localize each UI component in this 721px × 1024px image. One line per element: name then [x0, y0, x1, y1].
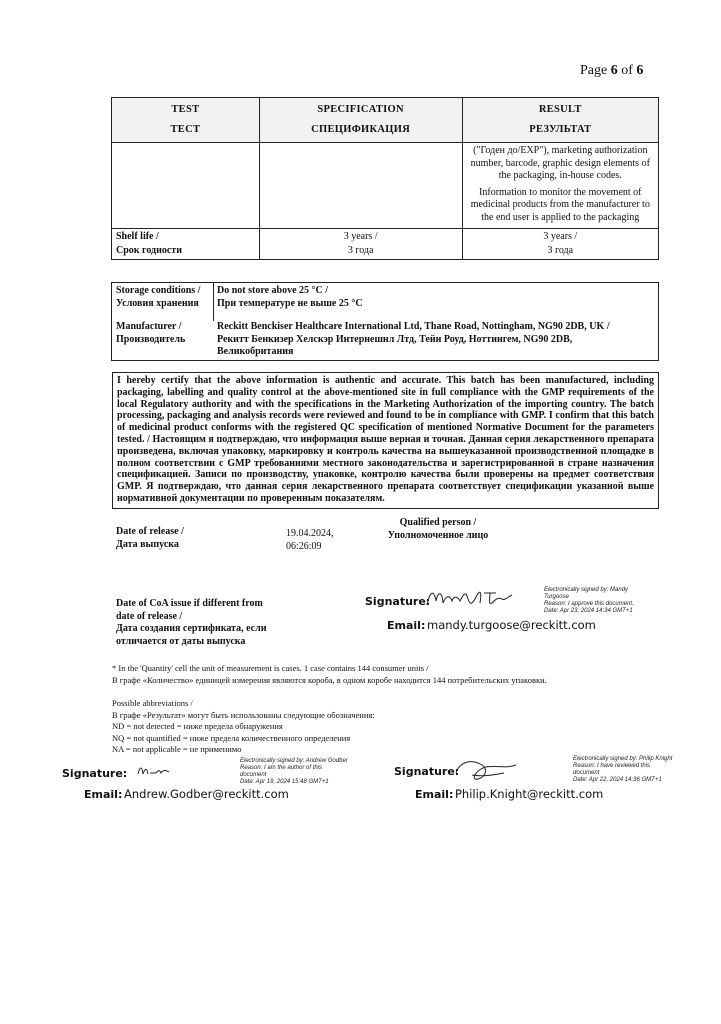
quantity-note: * In the 'Quantity' cell the unit of measurement is cases. 1 case contains 144 consumer units / В графе «Количество» единицей измерения являются короба, в одном коробе находится 144 потребительских упаковки. [112, 663, 547, 685]
certification-statement: I hereby certify that the above information is authentic and accurate. This batch has been manufactured, including packaging, labelling and quality control at the above-mentioned site in full compliance with the GMP requirements of the local Regulatory authority and with the specifications in the Marketing Authorization of the importing country. The batch processing, packaging and analysis records were reviewed and found to be in compliance with GMP. I confirm that this batch of medicinal product conforms with the registered QC specification of mentioned Normative Document for the parameters tested. / Настоящим я подтверждаю, что информация выше верная и точная. Данная серия лекарственного препарата произведена, включая упаковку, маркировку и контроль качества на вышеуказанной производственной площадке в полном соответствии с GMP требованиями местного законодательства и зарегистрированной в стране назначения спецификацией. Записи по производству, упаковке, контролю качества были проверены на предмет соответствия GMP. Я подтверждаю, что данная серия лекарственного препарата соответствует спецификации указанной выше нормативной документации по проверенным показателям. [112, 372, 659, 509]
reviewer-electronic-signature-stamp: Electronically signed by: Philip Knight Reason: I have reviewed this document Date: Apr 22, 2024 14:36 GMT+1 [573, 756, 673, 783]
reviewer-signature-label: Signature: [394, 765, 460, 778]
author-signature-label: Signature: [62, 767, 128, 780]
header-result: RESULT РЕЗУЛЬТАТ [462, 98, 658, 143]
coa-issue-label: Date of CoA issue if different from date of release / Дата создания сертификата, если отличается от даты выпуска [116, 598, 267, 647]
qp-handwritten-signature [424, 585, 516, 611]
storage-manufacturer-box [111, 282, 659, 361]
result-marking-text: ("Годен до/EXP"), marketing authorization number, barcode, graphic design elements of the packaging, in-house codes. [470, 145, 650, 181]
reviewer-handwritten-signature [452, 755, 522, 785]
header-test: TEST ТЕСТ [112, 98, 260, 143]
page-current: 6 [610, 63, 618, 78]
abbreviations-list: Possible abbreviations / В графе «Результат» могут быть использованы следующие обозначения: ND = not detected = ниже предела обнаружения NQ = not quantified = ниже предела количественного определения NA = not applicable = не применимо [112, 698, 375, 754]
author-email[interactable]: Andrew.Godber@reckitt.com [124, 787, 289, 801]
qualified-person-label: Qualified person / Уполномоченное лицо [387, 517, 489, 541]
manufacturer-label: Manufacturer / Производитель [116, 321, 186, 345]
page-of: of [621, 63, 633, 78]
results-table [111, 97, 659, 260]
cell-spec-continued [259, 143, 462, 229]
cell-result-continued [462, 143, 658, 229]
qp-signature-label: Signature: [365, 595, 431, 608]
reviewer-email[interactable]: Philip.Knight@reckitt.com [455, 787, 604, 801]
page-number [580, 63, 643, 79]
shelf-life-result: 3 years / 3 года [462, 229, 658, 260]
qp-email[interactable]: mandy.turgoose@reckitt.com [427, 618, 596, 632]
storage-label: Storage conditions / Условия хранения [116, 285, 201, 309]
shelf-life-label: Shelf life / Срок годности [112, 229, 260, 260]
author-electronic-signature-stamp: Electronically signed by: Andrew Godber Reason: I am the author of this document Date: Apr 19, 2024 15:48 GMT+1 [240, 758, 348, 785]
manufacturer-value: Reckitt Benckiser Healthcare International Ltd, Thane Road, Nottingham, NG90 2DB, UK / Рекитт Бенкизер Хелскэр Интернешнл Лтд, Тейн Роуд, Ноттингем, NG90 2DB, Великобритания [217, 321, 610, 357]
author-handwritten-signature [136, 764, 172, 778]
table-row-shelf-life [112, 229, 659, 260]
cell-test-continued [112, 143, 260, 229]
qp-electronic-signature-stamp: Electronically signed by: Mandy Turgoose Reason: I approve this document. Date: Apr 23, 2024 14:34 GMT+1 [544, 587, 634, 614]
table-row [112, 143, 659, 229]
storage-value: Do not store above 25 °C / При температуре не выше 25 °C [217, 285, 363, 309]
shelf-life-spec: 3 years / 3 года [259, 229, 462, 260]
release-date-value: 19.04.2024, 06:26:09 [286, 528, 334, 552]
header-specification: SPECIFICATION СПЕЦИФИКАЦИЯ [259, 98, 462, 143]
result-traceability-text: Information to monitor the movement of medicinal products from the manufacturer to the end user is applied to the packaging [470, 186, 650, 223]
release-date-label: Date of release / Дата выпуска [116, 526, 184, 550]
qp-email-label: Email: [387, 619, 426, 632]
page-label: Page [580, 63, 608, 78]
page-total: 6 [636, 63, 644, 78]
reviewer-email-label: Email: [415, 788, 454, 801]
table-header-row [112, 98, 659, 143]
author-email-label: Email: [84, 788, 123, 801]
